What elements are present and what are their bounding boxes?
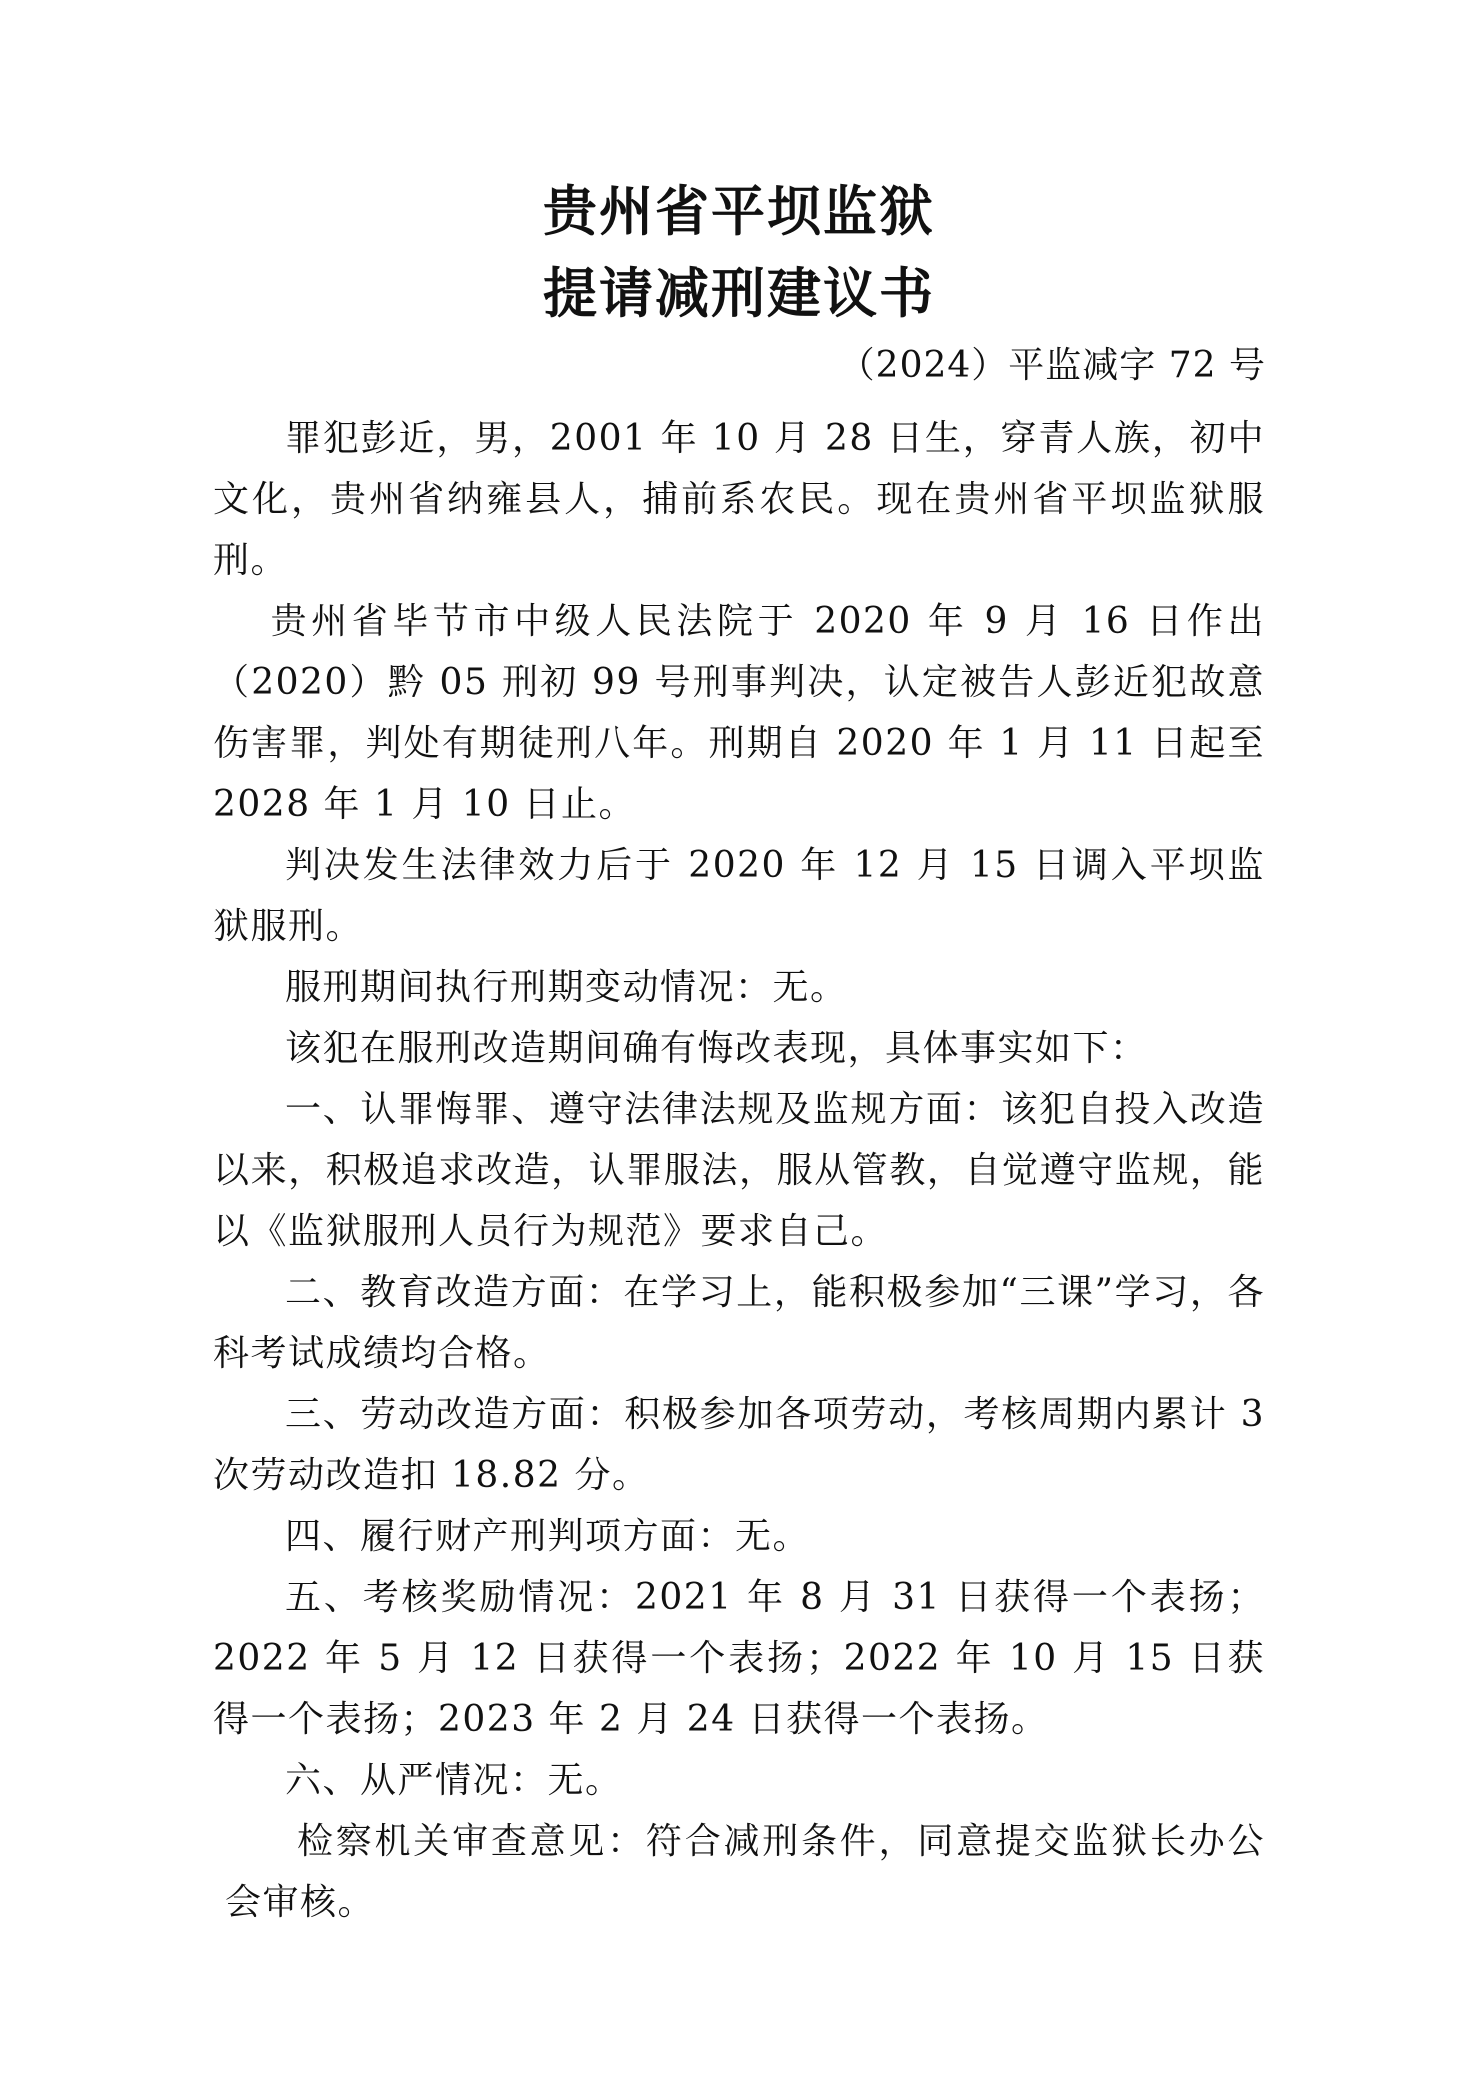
paragraph-sentence-changes: 服刑期间执行刑期变动情况：无。 (285, 967, 848, 1008)
paragraph-item-3: 三、劳动改造方面：积极参加各项劳动，考核周期内累计 3 次劳动改造扣 18.82 分。 (213, 1394, 1265, 1496)
paragraph-court-judgment: 贵州省毕节市中级人民法院于 2020 年 9 月 16 日作出（2020）黔 05 刑初 99 号刑事判决，认定被告人彭近犯故意伤害罪，判处有期徒刑八年。刑期自 2020 年 1 月 11 日起至 2028 年 1 月 10 日止。 (213, 601, 1265, 825)
document-title-line2: 提请减刑建议书 (543, 262, 935, 325)
paragraph-item-1: 一、认罪悔罪、遵守法律法规及监规方面：该犯自投入改造以来，积极追求改造，认罪服法，服从管教，自觉遵守监规，能以《监狱服刑人员行为规范》要求自己。 (213, 1089, 1265, 1252)
paragraph-prisoner-info: 罪犯彭近，男，2001 年 10 月 28 日生，穿青人族，初中文化，贵州省纳雍县人，捕前系农民。现在贵州省平坝监狱服刑。 (213, 418, 1265, 581)
document-title-line1: 贵州省平坝监狱 (543, 180, 935, 243)
document-body (213, 408, 1265, 1933)
paragraph-item-6: 六、从严情况：无。 (285, 1760, 623, 1801)
paragraph-item-4: 四、履行财产刑判项方面：无。 (285, 1516, 811, 1557)
document-number: （2024）平监减字 72 号 (838, 345, 1266, 386)
paragraph-item-2: 二、教育改造方面：在学习上，能积极参加“三课”学习，各科考试成绩均合格。 (213, 1272, 1265, 1374)
paragraph-procuratorate-opinion: 检察机关审查意见：符合减刑条件，同意提交监狱长办公会审核。 (225, 1821, 1265, 1923)
paragraph-transfer: 判决发生法律效力后于 2020 年 12 月 15 日调入平坝监狱服刑。 (213, 845, 1265, 947)
paragraph-item-5: 五、考核奖励情况：2021 年 8 月 31 日获得一个表扬；2022 年 5 月 12 日获得一个表扬；2022 年 10 月 15 日获得一个表扬；2023 年 2 月 24 日获得一个表扬。 (213, 1577, 1265, 1740)
paragraph-repentance-intro: 该犯在服刑改造期间确有悔改表现，具体事实如下： (285, 1028, 1148, 1069)
